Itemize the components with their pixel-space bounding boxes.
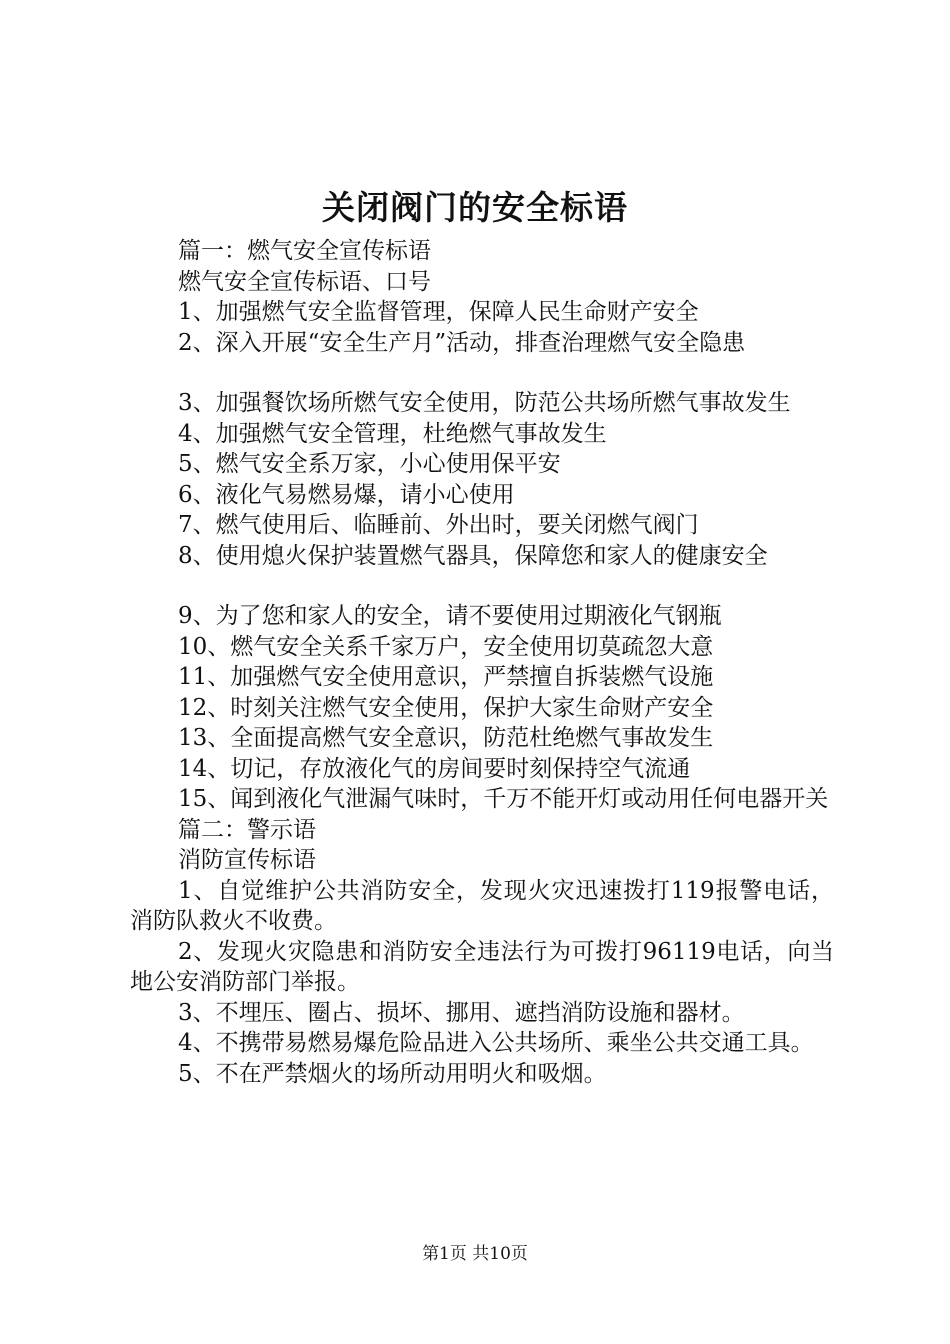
- slogan-item: 3、加强餐饮场所燃气安全使用，防范公共场所燃气事故发生: [178, 390, 791, 416]
- slogan-item: 8、使用熄火保护装置燃气器具，保障您和家人的健康安全: [178, 542, 768, 569]
- slogan-item: 4、加强燃气安全管理，杜绝燃气事故发生: [178, 420, 607, 447]
- slogan-item: 9、为了您和家人的安全，请不要使用过期液化气钢瓶: [178, 603, 722, 629]
- slogan-item: 2、发现火灾隐患和消防安全违法行为可拨打96119电话，向当地公安消防部门举报。: [130, 938, 834, 995]
- slogan-item: 13、全面提高燃气安全意识，防范杜绝燃气事故发生: [178, 725, 714, 751]
- subsection-heading: 燃气安全宣传标语、口号: [178, 268, 431, 295]
- section-heading: 篇二：警示语: [178, 816, 316, 843]
- page-footer: 第1页 共10页: [422, 1244, 528, 1264]
- slogan-item: 3、不埋压、圈占、损坏、挪用、遮挡消防设施和器材。: [178, 999, 745, 1026]
- slogan-item: 15、闻到液化气泄漏气味时，千万不能开灯或动用任何电器开关: [178, 786, 829, 812]
- slogan-item: 10、燃气安全关系千家万户，安全使用切莫疏忽大意: [178, 633, 714, 660]
- slogan-item: 1、加强燃气安全监督管理，保障人民生命财产安全: [178, 299, 699, 325]
- slogan-item: 6、液化气易燃易爆，请小心使用: [178, 481, 515, 508]
- slogan-item: 4、不携带易燃易爆危险品进入公共场所、乘坐公共交通工具。: [178, 1030, 814, 1056]
- page-title: 关闭阀门的安全标语: [322, 188, 628, 227]
- slogan-item: 12、时刻关注燃气安全使用，保护大家生命财产安全: [178, 694, 714, 721]
- slogan-item: 7、燃气使用后、临睡前、外出时，要关闭燃气阀门: [178, 512, 699, 538]
- section-heading: 篇一：燃气安全宣传标语: [178, 238, 431, 264]
- slogan-item: 2、深入开展“安全生产月”活动，排查治理燃气安全隐患: [178, 329, 746, 356]
- subsection-heading: 消防宣传标语: [178, 847, 316, 873]
- document-body: [130, 236, 834, 1089]
- slogan-item: 11、加强燃气安全使用意识，严禁擅自拆装燃气设施: [178, 664, 714, 690]
- slogan-item: 14、切记，存放液化气的房间要时刻保持空气流通: [178, 755, 691, 782]
- slogan-item: 5、不在严禁烟火的场所动用明火和吸烟。: [178, 1060, 607, 1087]
- slogan-item: 5、燃气安全系万家，小心使用保平安: [178, 451, 561, 477]
- slogan-item: 1、自觉维护公共消防安全，发现火灾迅速拨打119报警电话，消防队救火不收费。: [130, 877, 834, 934]
